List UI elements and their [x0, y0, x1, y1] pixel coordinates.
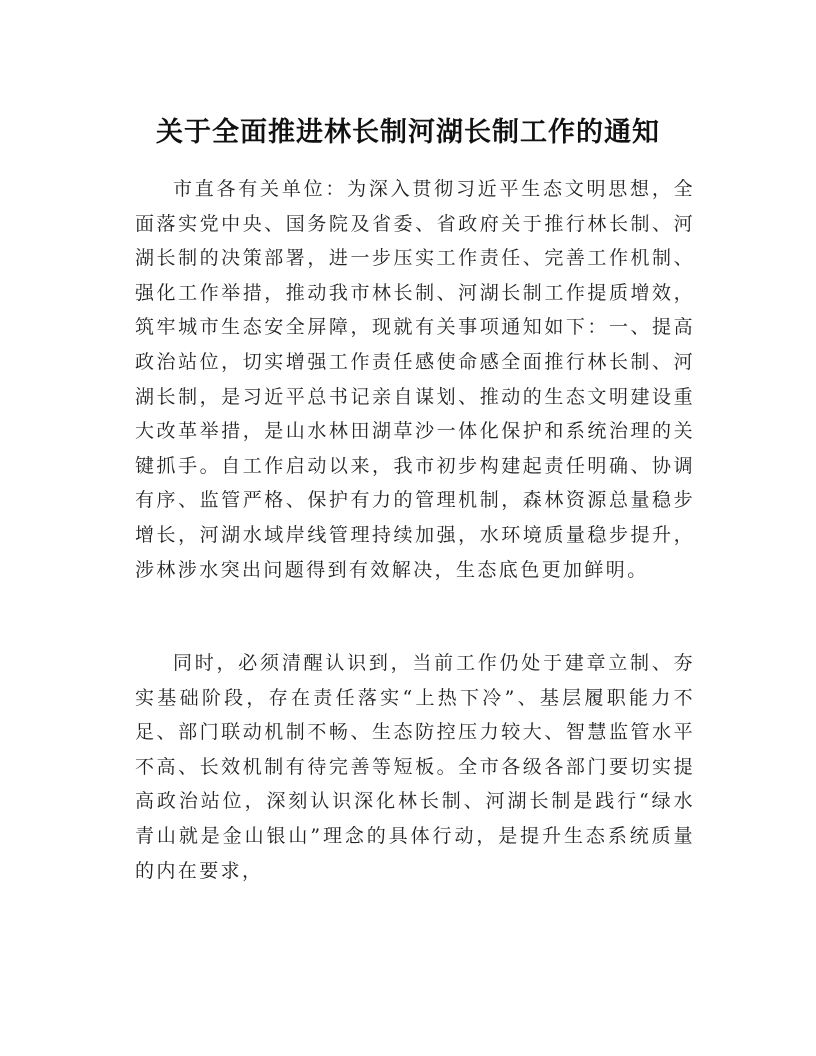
body-paragraph-1: 市直各有关单位：为深入贯彻习近平生态文明思想，全面落实党中央、国务院及省委、省政府关于推行林长制、河湖长制的决策部署，进一步压实工作责任、完善工作机制、强化工作举措，推动我市林长制、河湖长制工作提质增效，筑牢城市生态安全屏障，现就有关事项通知如下：一、提高政治站位，切实增强工作责任感使命感全面推行林长制、河湖长制，是习近平总书记亲自谋划、推动的生态文明建设重大改革举措，是山水林田湖草沙一体化保护和系统治理的关键抓手。自工作启动以来，我市初步构建起责任明确、协调有序、监管严格、保护有力的管理机制，森林资源总量稳步增长，河湖水域岸线管理持续加强，水环境质量稳步提升，涉林涉水突出问题得到有效解决，生态底色更加鲜明。 [135, 178, 695, 581]
body-paragraph-2: 同时，必须清醒认识到，当前工作仍处于建章立制、夯实基础阶段，存在责任落实“上热下冷”、基层履职能力不足、部门联动机制不畅、生态防控压力较大、智慧监管水平不高、长效机制有待完善等短板。全市各级各部门要切实提高政治站位，深刻认识深化林长制、河湖长制是践行“绿水青山就是金山银山”理念的具体行动，是提升生态系统质量的内在要求， [135, 652, 695, 882]
document-title: 关于全面推进林长制河湖长制工作的通知 [156, 117, 660, 148]
